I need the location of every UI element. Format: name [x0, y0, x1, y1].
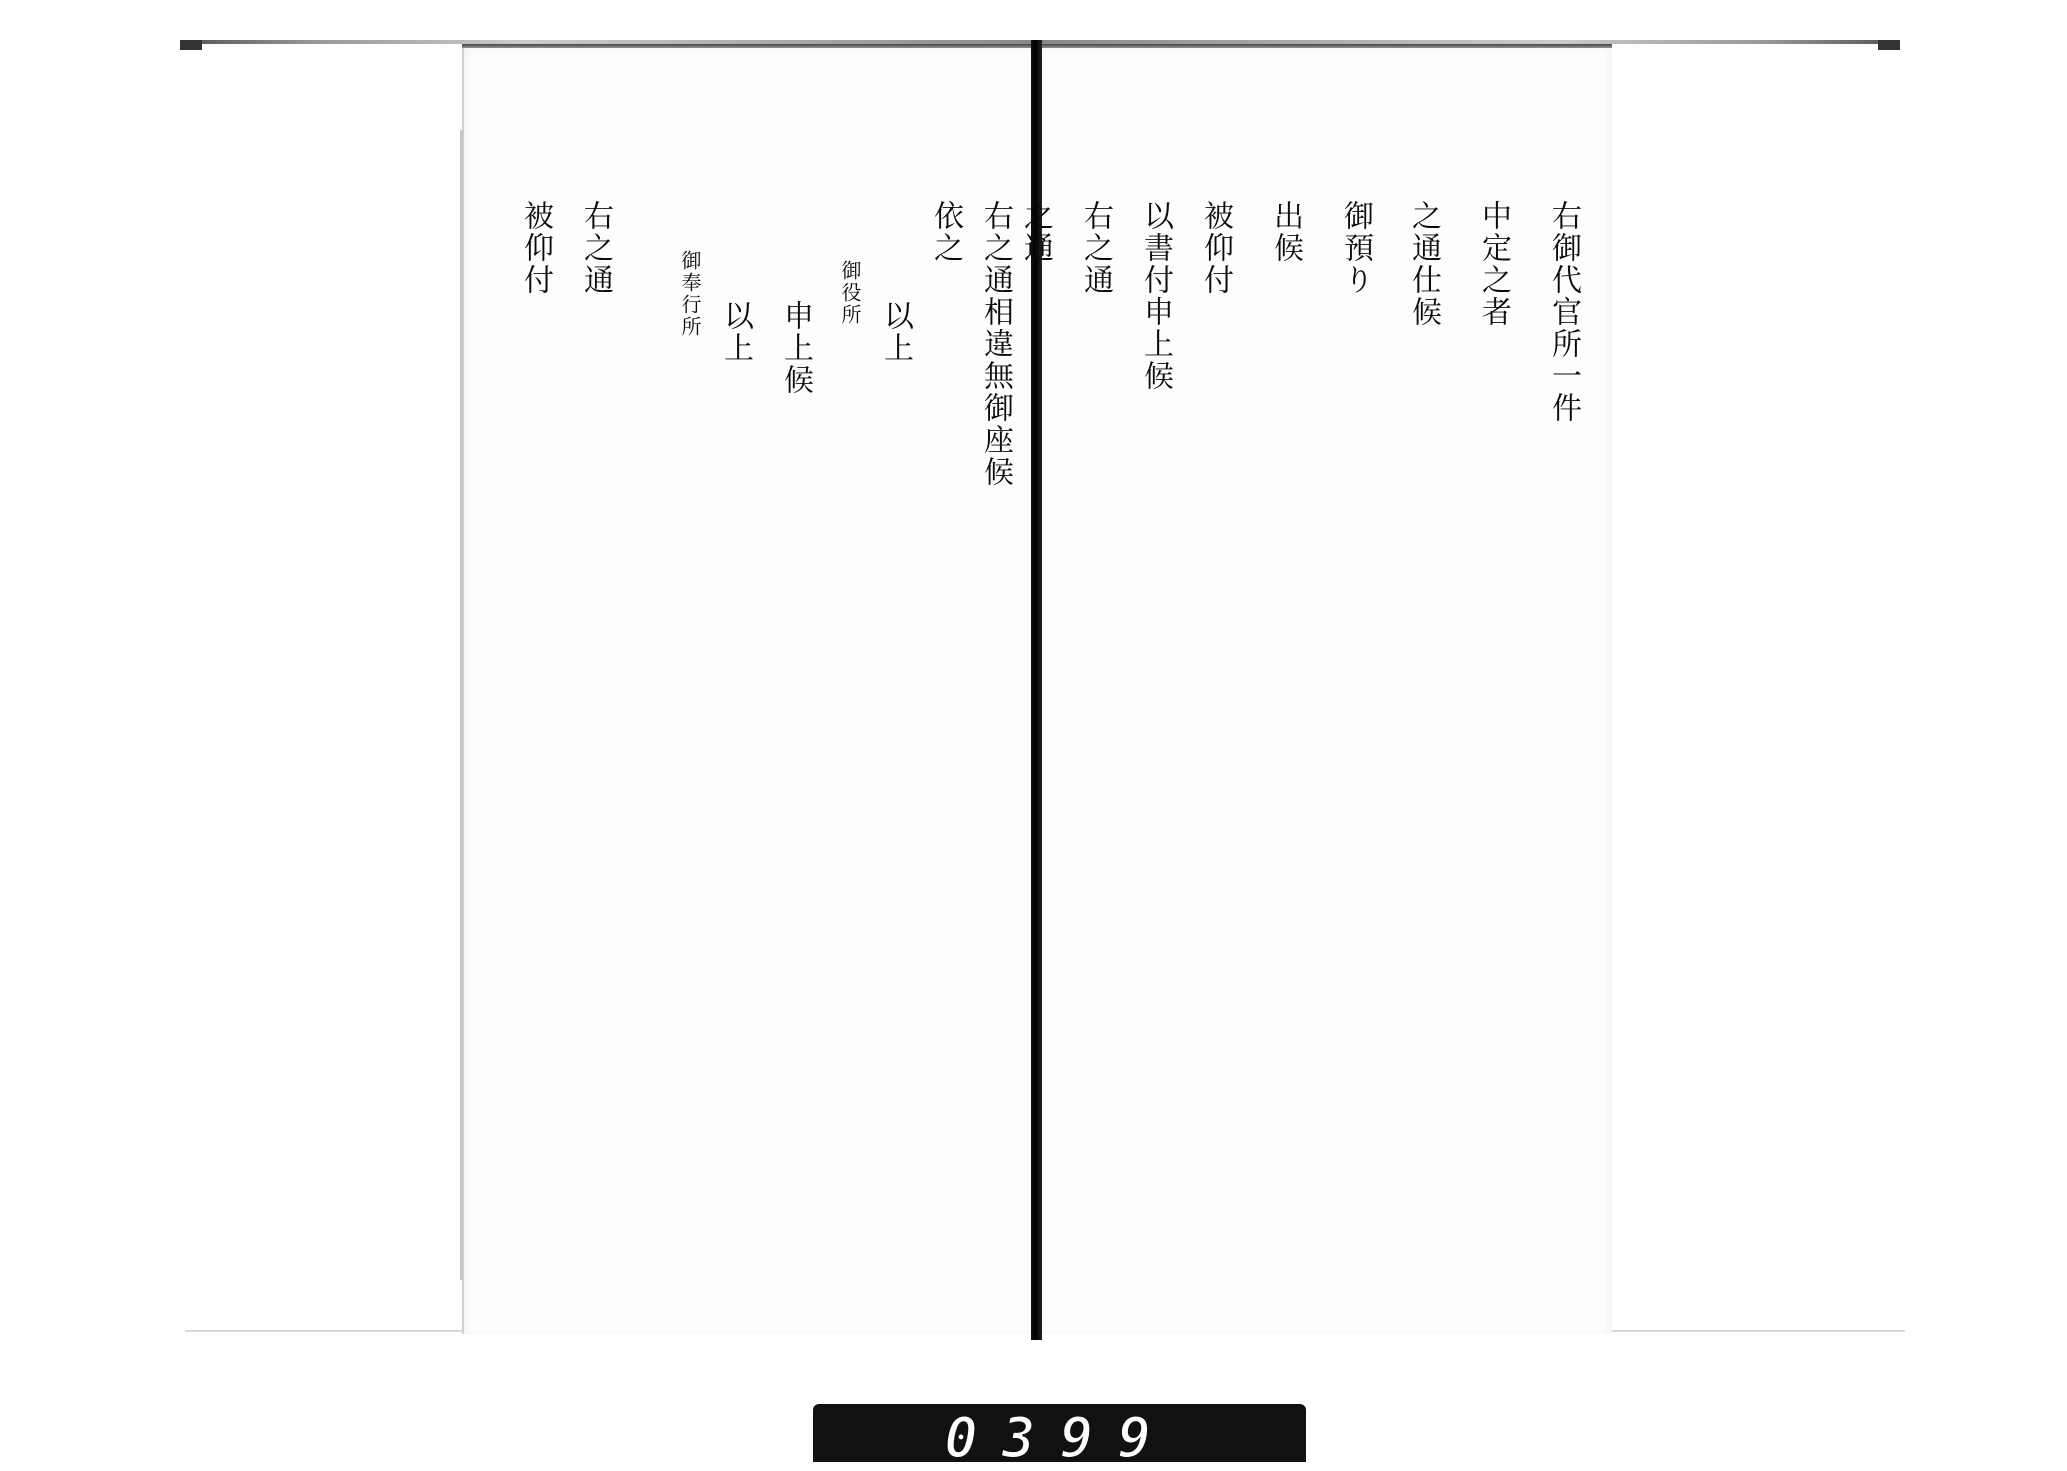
manuscript-column: 御役所 — [838, 260, 862, 326]
manuscript-column: 右之通相違無御座候 — [978, 200, 1013, 488]
frame-counter-plate — [813, 1404, 1306, 1471]
manuscript-column: 之通 — [1018, 200, 1053, 264]
manuscript-column: 右御代官所一件 — [1546, 200, 1581, 424]
manuscript-column: 御奉行所 — [678, 250, 702, 338]
manuscript-column: 以書付申上候 — [1138, 200, 1173, 392]
manuscript-column: 之通仕候 — [1406, 200, 1441, 328]
left-page-edge — [460, 130, 463, 1280]
manuscript-column: 申上候 — [778, 300, 813, 396]
manuscript-column: 右之通 — [578, 200, 613, 296]
manuscript-column: 依之 — [928, 200, 963, 264]
manuscript-column: 被仰付 — [1198, 200, 1233, 296]
right-page — [1042, 48, 1612, 1334]
manuscript-column: 以上 — [878, 300, 913, 364]
manuscript-column: 右之通 — [1078, 200, 1113, 296]
manuscript-column: 御預り — [1338, 200, 1373, 296]
manuscript-column: 以上 — [718, 300, 753, 364]
manuscript-column: 被仰付 — [518, 200, 553, 296]
frame-corner-left — [180, 40, 202, 50]
manuscript-column: 出候 — [1268, 200, 1303, 264]
frame-number: 0399 — [944, 1406, 1175, 1471]
frame-corner-right — [1878, 40, 1900, 50]
manuscript-column: 中定之者 — [1476, 200, 1511, 328]
